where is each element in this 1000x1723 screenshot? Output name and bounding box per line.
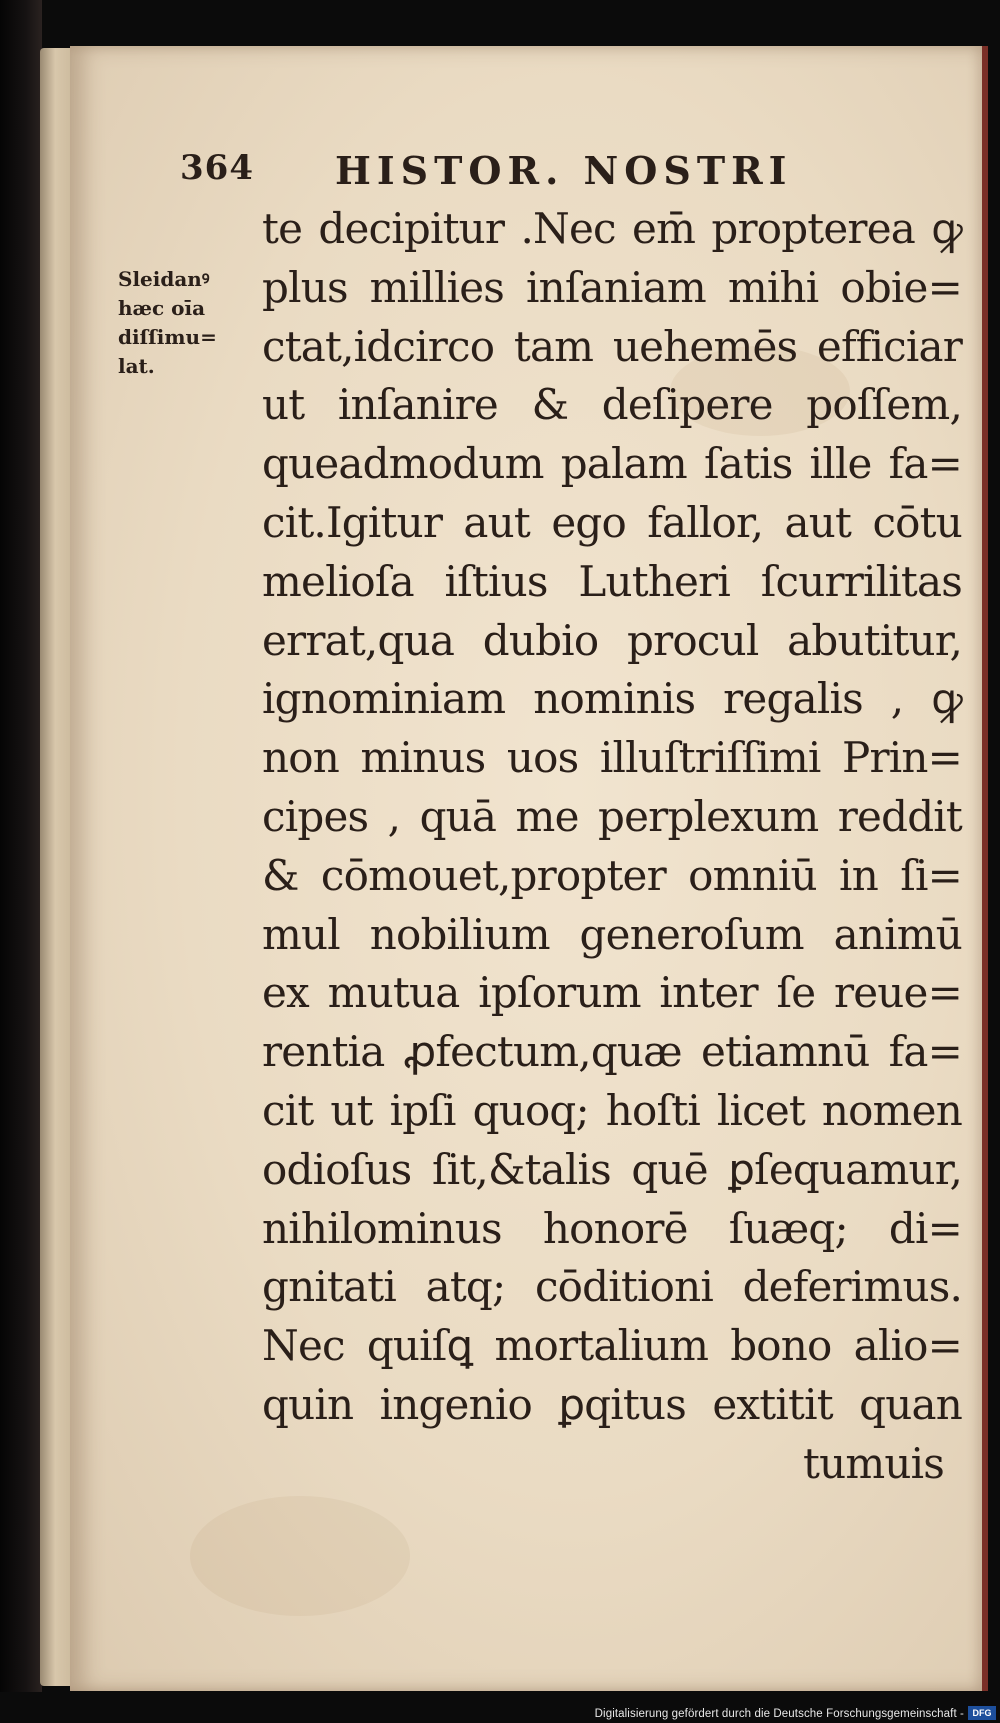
text-line: cit.Igitur aut ego fallor, aut cōtu (262, 497, 962, 547)
text-line: gnitati atq; cōditioni deferimus. (262, 1262, 962, 1312)
text-line: errat,qua dubio procul abutitur, (262, 615, 962, 665)
text-line: plus millies inſaniam mihi obie= (262, 262, 962, 312)
marginal-note (118, 265, 268, 381)
text-line: ut inſanire & deſipere poſſem, (262, 380, 962, 430)
text-line: melioſa iſtius Lutheri ſcurrilitas (262, 556, 962, 606)
text-line: ignominiam nominis regalis , ꝙ (262, 674, 962, 724)
marginal-note-line: Sleidanꝰ (118, 267, 210, 291)
text-line: cipes , quā me perplexum reddit (262, 791, 962, 841)
marginal-note-line: hæc oīa (118, 296, 206, 320)
text-line: queadmodum palam ſatis ille fa= (262, 439, 962, 489)
catchword: tumuis (803, 1438, 944, 1488)
running-head-title: HISTOR. NOSTRI (335, 148, 793, 193)
text-line: & cōmouet,propter omniū in ſi= (262, 850, 962, 900)
book-binding (0, 0, 42, 1723)
text-line: te decipitur .Nec em̄ propterea ꝙ (262, 204, 962, 253)
body-text (262, 200, 962, 1494)
text-line: ctat,idcirco tam uehemēs efficiar (262, 321, 962, 371)
text-line: quin ingenio ꝑqitus extitit quan (262, 1379, 962, 1429)
dfg-logo: DFG (968, 1706, 996, 1720)
text-line: odioſus ſit,&talis quē ꝑſequamur, (262, 1144, 962, 1194)
paper-stain (190, 1496, 410, 1616)
text-line: mul nobilium generoſum animū (262, 909, 962, 959)
marginal-note-line: diſſimu= (118, 325, 217, 349)
text-line: cit ut ipſi quoq; hoſti licet nomen (262, 1085, 962, 1135)
running-head (180, 148, 870, 198)
page-number: 364 (180, 148, 254, 188)
text-line: non minus uos illuſtriſſimi Prin= (262, 733, 962, 783)
text-line: rentia ꝓfectum,quæ etiamnū fa= (262, 1027, 962, 1077)
text-line: nihilominus honorē ſuæq; di= (262, 1203, 962, 1253)
marginal-note-line: lat. (118, 354, 155, 378)
digitization-credit: Digitalisierung gefördert durch die Deutsche Forschungsgemeinschaft - (594, 1708, 964, 1720)
text-line: ex mutua ipſorum inter ſe reue= (262, 968, 962, 1018)
text-line: Nec quiſꝗ mortalium bono alio= (262, 1321, 962, 1371)
